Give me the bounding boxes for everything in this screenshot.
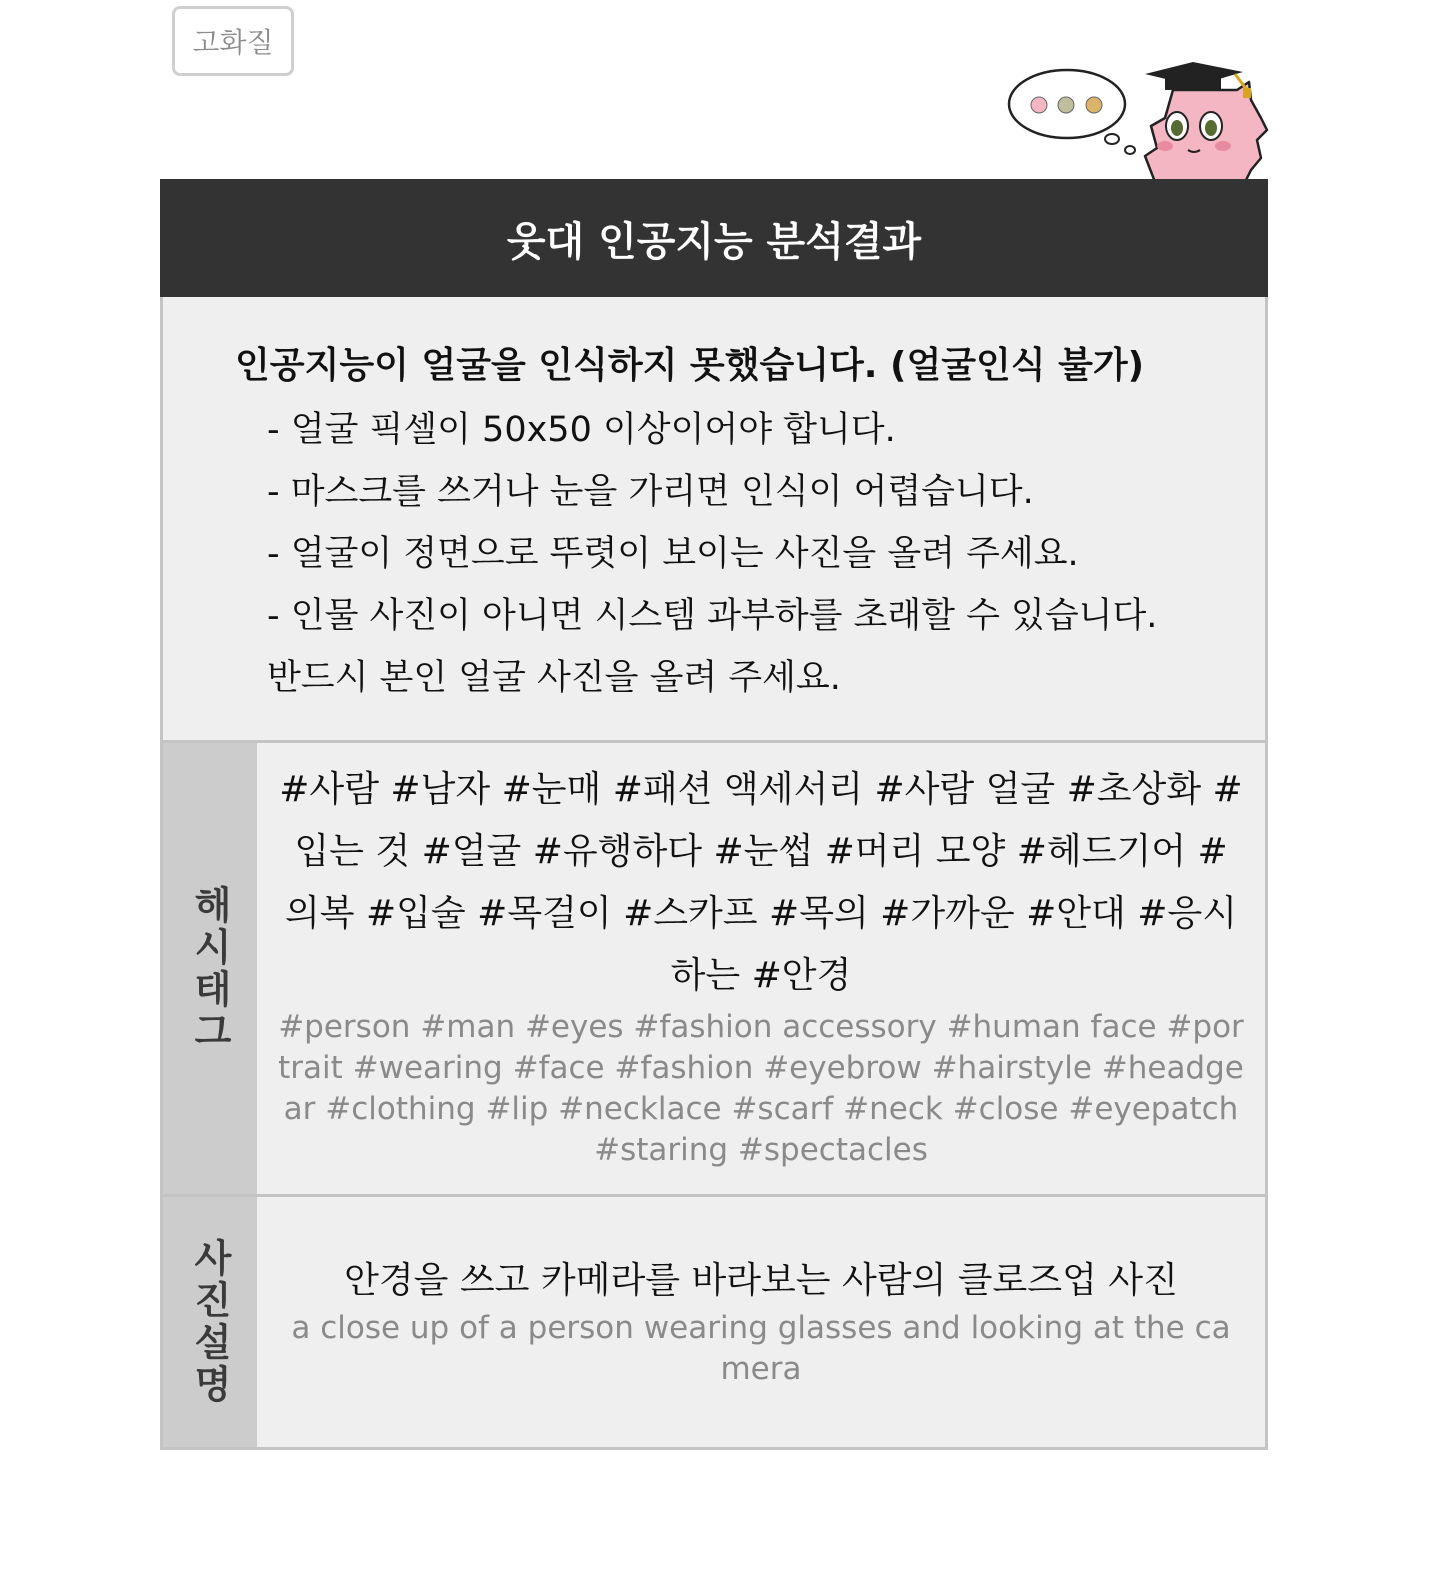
graduation-cap-cat-mascot-icon (1005, 60, 1275, 182)
notice-line: - 마스크를 쓰거나 눈을 가리면 인식이 어렵습니다. (267, 472, 1034, 512)
hashtag-english: #person #man #eyes #fashion accessory #human face #portrait #wearing #face #fashion #eyebrow #hairstyle #headgear #clothing #lip #necklace #scarf #neck #close #eyepatch #staring #spectacles (278, 1009, 1244, 1168)
description-content (257, 1197, 1265, 1447)
notice-list (267, 399, 1157, 709)
hashtag-label-cell (163, 743, 257, 1194)
hq-button[interactable]: 고화질 (172, 6, 294, 76)
analysis-result-panel (160, 179, 1268, 1450)
description-english: a close up of a person wearing glasses and looking at the camera (291, 1310, 1231, 1387)
hashtag-content (257, 743, 1265, 1194)
hashtag-label: 해시태그 (187, 884, 232, 1053)
hashtag-korean: #사람 #남자 #눈매 #패션 액세서리 #사람 얼굴 #초상화 #입는 것 #얼굴 #유행하다 #눈썹 #머리 모양 #헤드기어 #의복 #입술 #목걸이 #스카프 #목의 #가까운 #안대 #응시하는 #안경 (279, 769, 1243, 996)
hashtag-row (163, 743, 1265, 1197)
notice-title: 인공지능이 얼굴을 인식하지 못했습니다. (얼굴인식 불가) (235, 345, 1145, 386)
notice-line: - 얼굴 픽셀이 50x50 이상이어야 합니다. (267, 410, 896, 450)
description-label: 사진설명 (187, 1238, 232, 1406)
face-recognition-notice (163, 297, 1265, 743)
result-title: 웃대 인공지능 분석결과 (160, 179, 1268, 297)
description-label-cell (163, 1197, 257, 1447)
notice-line: - 얼굴이 정면으로 뚜렷이 보이는 사진을 올려 주세요. (267, 534, 1079, 574)
notice-line: - 인물 사진이 아니면 시스템 과부하를 초래할 수 있습니다. (267, 596, 1158, 636)
description-row (163, 1197, 1265, 1447)
notice-line: 반드시 본인 얼굴 사진을 올려 주세요. (267, 658, 841, 698)
description-korean: 안경을 쓰고 카메라를 바라보는 사람의 클로즈업 사진 (344, 1260, 1178, 1301)
